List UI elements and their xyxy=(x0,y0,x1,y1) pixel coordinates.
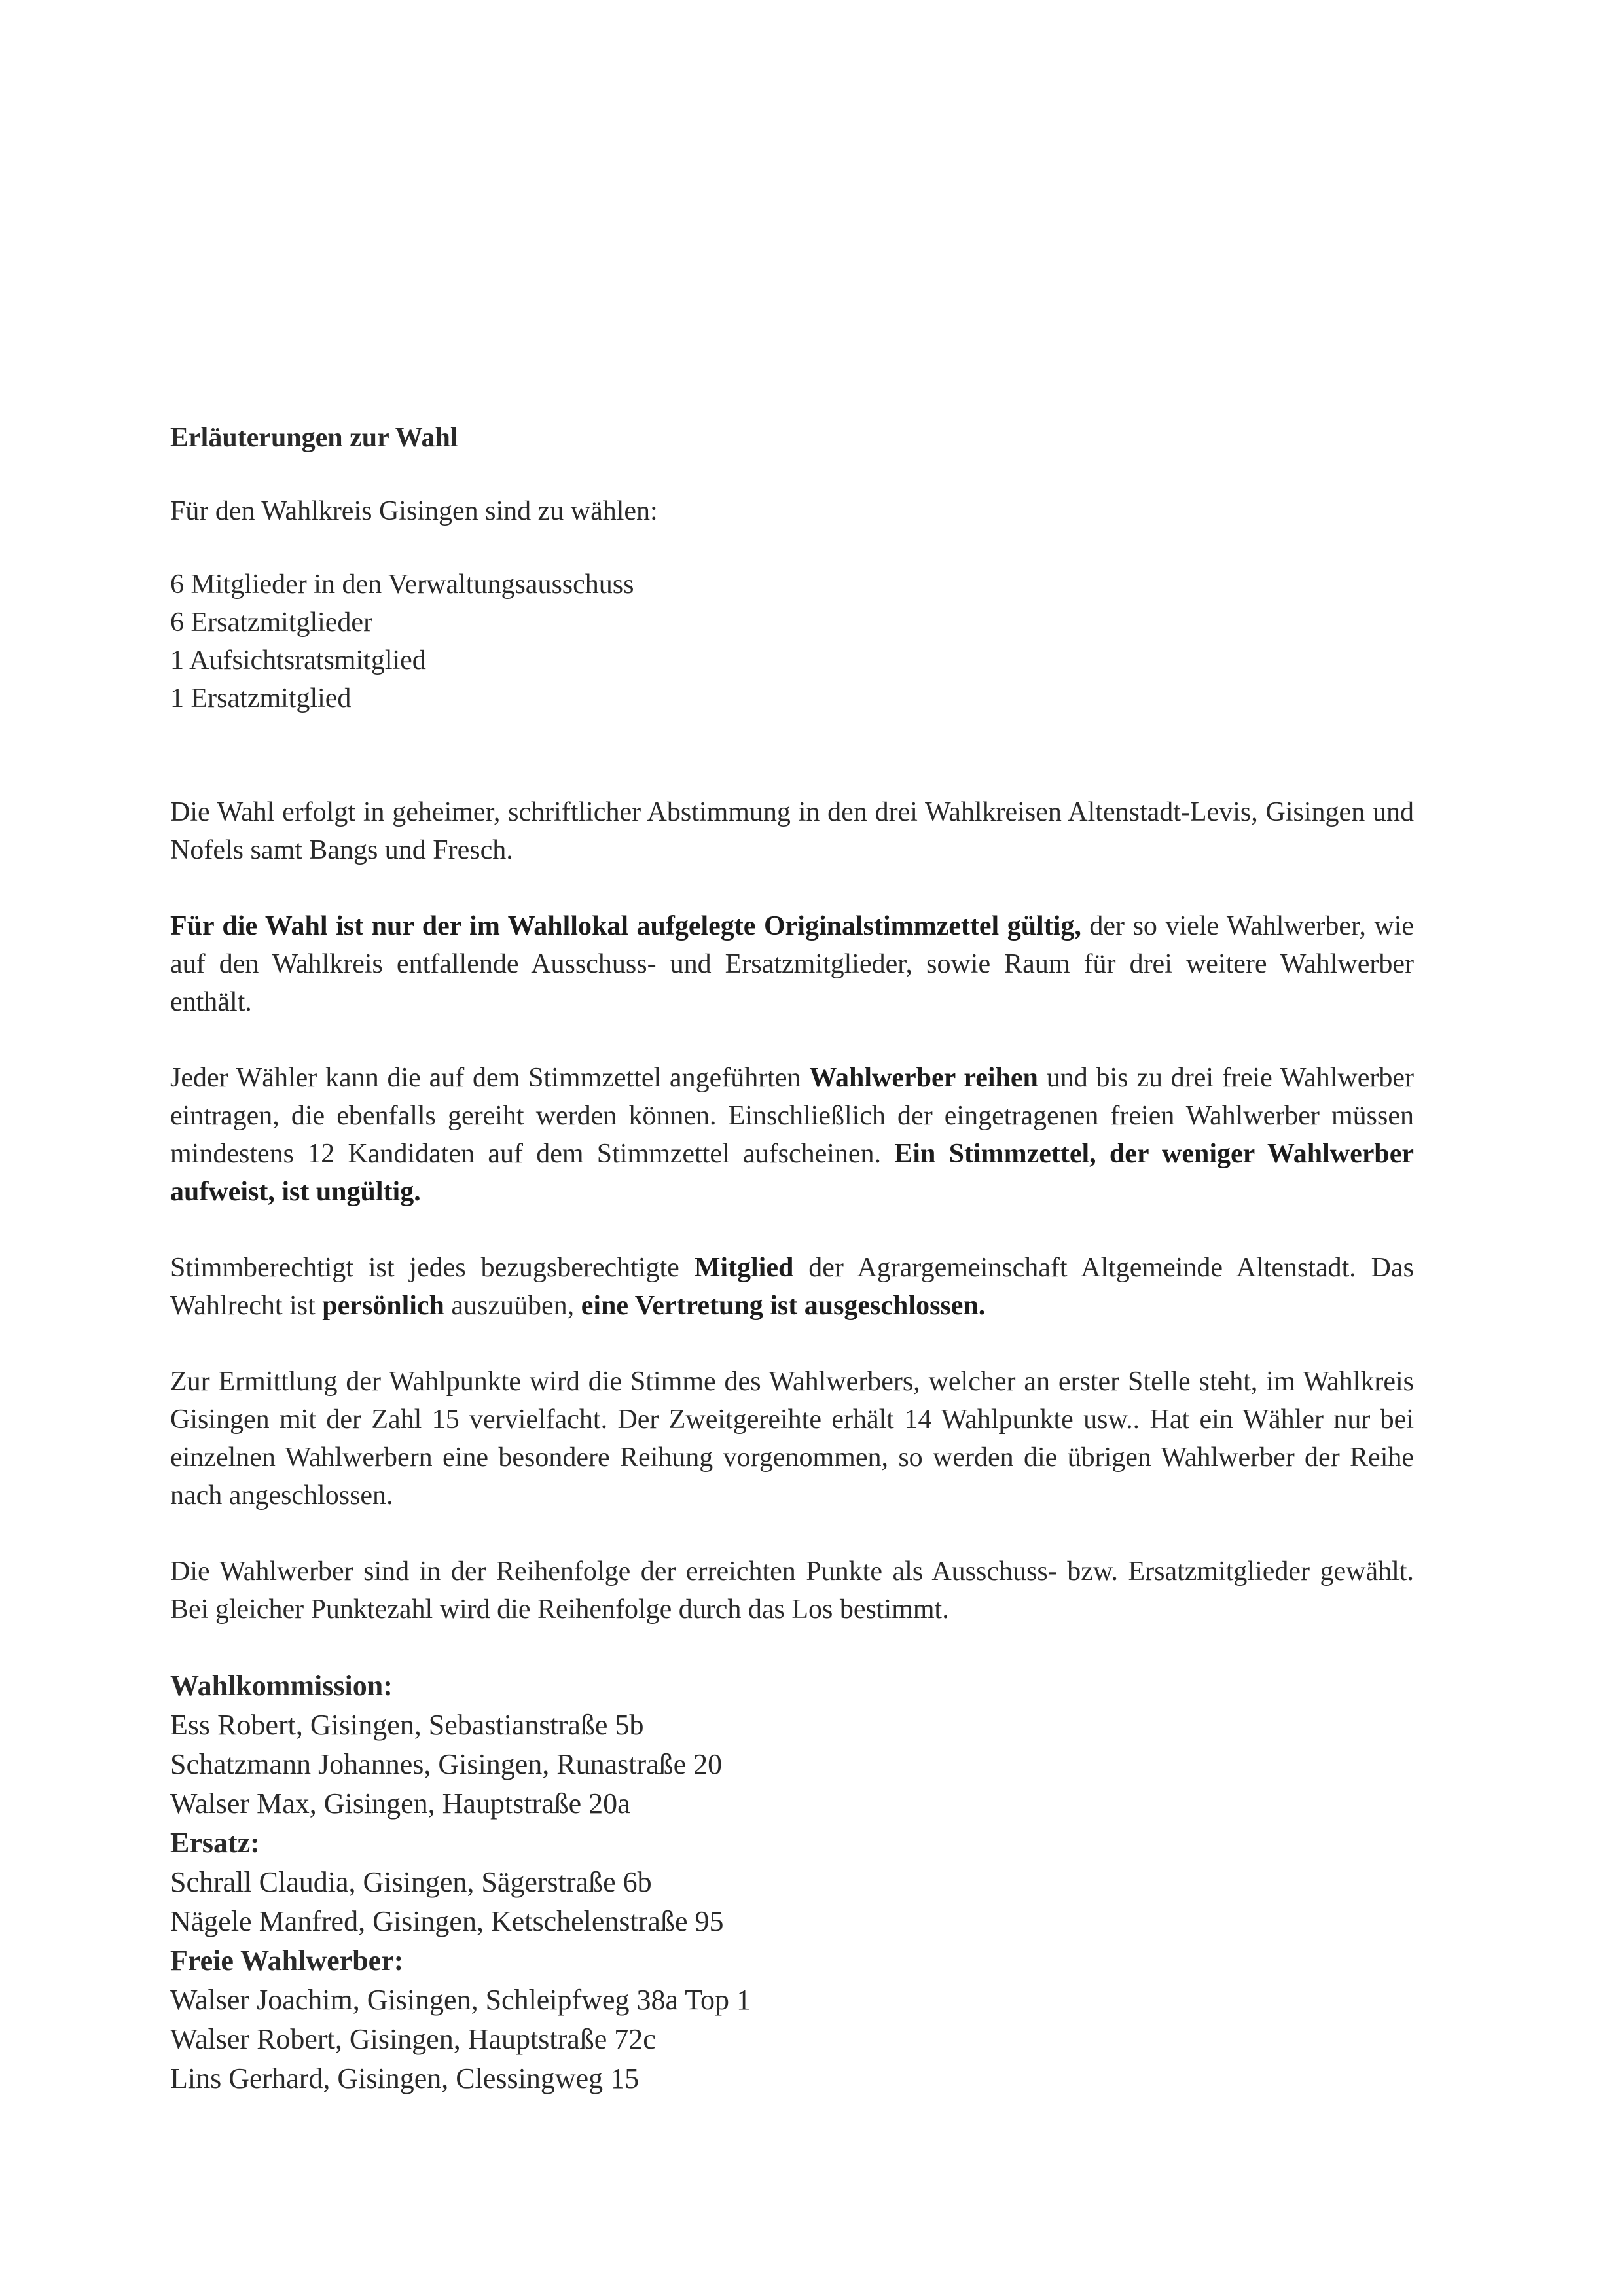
free-candidate: Lins Gerhard, Gisingen, Clessingweg 15 xyxy=(170,2062,640,2094)
paragraph-eligibility xyxy=(170,1249,1414,1325)
ranking-text-1: Jeder Wähler kann die auf dem Stimmzettel angeführten xyxy=(170,1063,810,1093)
paragraph-voting-method: Die Wahl erfolgt in geheimer, schriftlicher Abstimmung in den drei Wahlkreisen Altenstadt-Levis, Gisingen und Nofels samt Bangs und Fresch. xyxy=(170,797,1414,865)
eligibility-text-1: Stimmberechtigt ist jedes bezugsberechtigte xyxy=(170,1253,695,1283)
commission-title: Wahlkommission: xyxy=(170,1670,393,1702)
substitute-title: Ersatz: xyxy=(170,1827,260,1859)
eligibility-bold-3: eine Vertretung ist ausgeschlossen. xyxy=(581,1291,986,1321)
paragraph-ranking xyxy=(170,1059,1414,1211)
paragraph-ballot-validity xyxy=(170,907,1414,1021)
paragraph-points: Zur Ermittlung der Wahlpunkte wird die Stimme des Wahlwerbers, welcher an erster Stelle steht, im Wahlkreis Gisingen mit der Zahl 15 vervielfacht. Der Zweitgereihte erhält 14 Wahlpunkte usw.. Hat ein Wähler nur bei einzelnen Wahlwerbern eine besondere Reihung vorgenommen, so werden die übrigen Wahlwerber der Reihe nach angeschlossen. xyxy=(170,1367,1414,1511)
ranking-bold-2: Ein Stimmzettel, der weniger Wahlwerber aufweist, ist ungültig. xyxy=(170,1139,1414,1207)
ballot-validity-text: der so viele Wahlwerber, wie auf den Wahlkreis entfallende Ausschuss- und Ersatzmitglieder, sowie Raum für drei weitere Wahlwerber enthält. xyxy=(170,911,1414,1017)
positions-list xyxy=(170,565,1414,717)
position-item: 1 Aufsichtsratsmitglied xyxy=(170,645,426,675)
free-candidates-title: Freie Wahlwerber: xyxy=(170,1945,404,1977)
eligibility-text-2: der Agrargemeinschaft Altgemeinde Altenstadt. Das Wahlrecht ist xyxy=(170,1253,1414,1321)
commission-section xyxy=(170,1666,1414,2098)
eligibility-text-3: auszuüben, xyxy=(444,1291,581,1321)
ranking-text-2: und bis zu drei freie Wahlwerber eintragen, die ebenfalls gereiht werden können. Einschließlich der eingetragenen freien Wahlwerber müssen mindestens 12 Kandidaten auf dem Stimmzettel aufscheinen. xyxy=(170,1063,1415,1169)
commission-member: Ess Robert, Gisingen, Sebastianstraße 5b xyxy=(170,1709,644,1741)
substitute-member: Schrall Claudia, Gisingen, Sägerstraße 6b xyxy=(170,1866,652,1898)
free-candidate: Walser Robert, Gisingen, Hauptstraße 72c xyxy=(170,2023,656,2055)
free-candidate: Walser Joachim, Gisingen, Schleipfweg 38a Top 1 xyxy=(170,1984,751,2016)
ballot-validity-bold: Für die Wahl ist nur der im Wahllokal aufgelegte Originalstimmzettel gültig, xyxy=(170,911,1081,941)
intro-text: Für den Wahlkreis Gisingen sind zu wählen: xyxy=(170,496,658,526)
paragraph-results: Die Wahlwerber sind in der Reihenfolge der erreichten Punkte als Ausschuss- bzw. Ersatzmitglieder gewählt. Bei gleicher Punktezahl wird die Reihenfolge durch das Los bestimmt. xyxy=(170,1556,1414,1624)
commission-member: Schatzmann Johannes, Gisingen, Runastraße 20 xyxy=(170,1748,723,1780)
eligibility-bold-2: persönlich xyxy=(322,1291,444,1321)
document-page xyxy=(170,419,1414,2098)
position-item: 6 Ersatzmitglieder xyxy=(170,607,373,637)
document-heading: Erläuterungen zur Wahl xyxy=(170,423,458,453)
eligibility-bold-1: Mitglied xyxy=(694,1253,794,1283)
position-item: 6 Mitglieder in den Verwaltungsausschuss xyxy=(170,569,634,600)
commission-member: Walser Max, Gisingen, Hauptstraße 20a xyxy=(170,1787,630,1820)
substitute-member: Nägele Manfred, Gisingen, Ketschelenstraße 95 xyxy=(170,1905,724,1937)
position-item: 1 Ersatzmitglied xyxy=(170,683,352,713)
ranking-bold-1: Wahlwerber reihen xyxy=(809,1063,1038,1093)
